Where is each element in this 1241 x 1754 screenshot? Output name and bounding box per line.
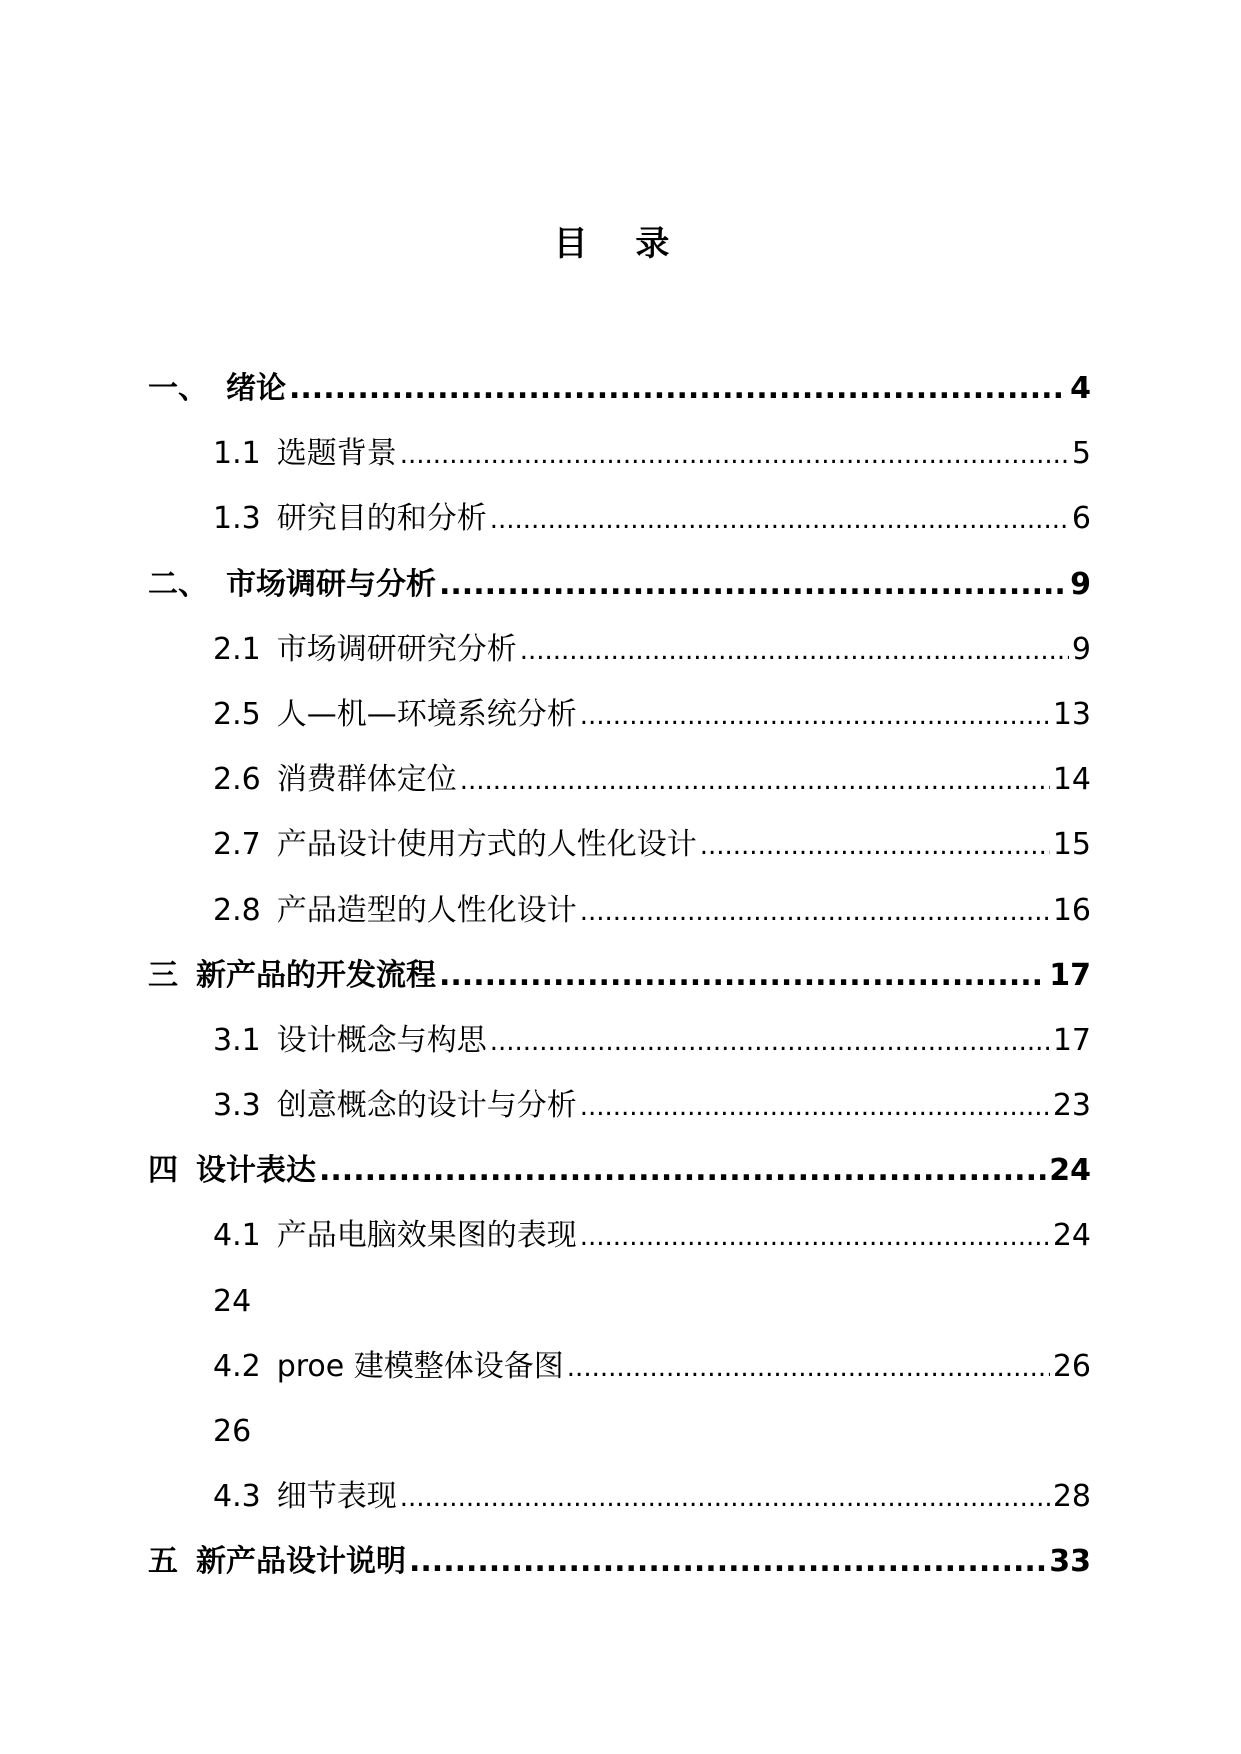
toc-entry-label xyxy=(213,747,457,812)
toc-section-entry[interactable] xyxy=(148,1464,1091,1529)
toc-section-entry[interactable] xyxy=(148,486,1091,551)
toc-entry-title: 设计表达 xyxy=(196,1153,316,1189)
toc-entry-title: 市场调研与分析 xyxy=(226,566,436,602)
toc-page-number: 9 xyxy=(1071,631,1091,667)
toc-leader-dots xyxy=(409,1529,1046,1594)
toc-entry-title: 产品电脑效果图的表现 xyxy=(276,1218,577,1254)
toc-section-entry[interactable] xyxy=(148,682,1091,747)
toc-page-number: 33 xyxy=(1049,1544,1091,1580)
toc-page-number: 28 xyxy=(1052,1479,1091,1515)
toc-entry-label xyxy=(213,1334,564,1399)
toc-entry-number: 一、 xyxy=(148,371,208,406)
toc-entry-number: 2.1 xyxy=(213,631,261,667)
toc-entry-title: 细节表现 xyxy=(276,1479,397,1515)
toc-entry-title: 产品造型的人性化设计 xyxy=(276,892,577,928)
toc-leader-dots xyxy=(490,1010,1050,1075)
toc-section-entry[interactable] xyxy=(148,421,1091,486)
toc-entry-label xyxy=(213,1464,397,1529)
toc-page-number: 5 xyxy=(1071,436,1091,472)
toc-leader-dots xyxy=(567,1336,1050,1401)
toc-entry-label xyxy=(213,486,487,551)
toc-entry-title: 人—机—环境系统分析 xyxy=(276,696,577,732)
toc-entry-number: 三 xyxy=(148,957,178,993)
toc-entry-label xyxy=(213,682,577,747)
toc-leader-dots xyxy=(289,356,1067,421)
toc-page-number: 6 xyxy=(1071,501,1091,537)
toc-page-number: 23 xyxy=(1052,1088,1091,1124)
toc-page-number: 9 xyxy=(1070,566,1091,602)
toc-entry-title: proe 建模整体设备图 xyxy=(276,1348,564,1384)
toc-entry-title: 产品设计使用方式的人性化设计 xyxy=(276,827,697,863)
toc-continuation-line xyxy=(148,1269,1091,1334)
toc-entry-number: 4.3 xyxy=(213,1479,261,1515)
toc-entry-label xyxy=(213,421,397,486)
page-title: 目 录 xyxy=(553,224,688,264)
toc-leader-dots xyxy=(490,488,1069,553)
toc-section-entry[interactable] xyxy=(148,812,1091,877)
toc-leader-dots xyxy=(580,1075,1050,1140)
toc-leader-dots xyxy=(439,552,1067,617)
toc-entry-label xyxy=(213,812,697,877)
toc-entry-number: 2.7 xyxy=(213,827,261,863)
toc-entry-number: 3.1 xyxy=(213,1022,261,1058)
toc-leader-dots xyxy=(580,1205,1050,1270)
toc-leader-dots xyxy=(460,749,1050,814)
toc-entry-title: 选题背景 xyxy=(276,436,397,472)
toc-section-entry[interactable] xyxy=(148,1008,1091,1073)
toc-continuation-text: 26 xyxy=(213,1414,252,1449)
toc-entry-number: 二、 xyxy=(148,566,208,602)
toc-chapter-entry[interactable] xyxy=(148,1529,1091,1594)
toc-page-number: 24 xyxy=(1052,1218,1091,1254)
toc-entry-label xyxy=(148,1529,406,1594)
toc-chapter-entry[interactable] xyxy=(148,1138,1091,1203)
toc-entry-number: 五 xyxy=(148,1544,178,1580)
toc-entry-number: 1.3 xyxy=(213,501,261,537)
toc-chapter-entry[interactable] xyxy=(148,943,1091,1008)
toc-continuation-text: 24 xyxy=(213,1283,252,1319)
toc-page-number: 15 xyxy=(1052,827,1091,863)
toc-entry-title: 绪论 xyxy=(226,371,286,406)
toc-entry-title: 新产品设计说明 xyxy=(196,1544,406,1580)
toc-leader-dots xyxy=(580,880,1050,945)
toc-entry-title: 设计概念与构思 xyxy=(276,1022,487,1058)
toc-entry-number: 1.1 xyxy=(213,436,261,472)
toc-section-entry[interactable] xyxy=(148,1073,1091,1138)
toc-entry-title: 创意概念的设计与分析 xyxy=(276,1088,577,1124)
toc-leader-dots xyxy=(400,423,1069,488)
toc-entry-label xyxy=(148,552,436,617)
toc-continuation-line xyxy=(148,1399,1091,1464)
toc-section-entry[interactable] xyxy=(148,878,1091,943)
toc-entry-label xyxy=(213,1203,577,1268)
toc-entry-number: 3.3 xyxy=(213,1088,261,1124)
toc-leader-dots xyxy=(580,684,1050,749)
toc-entry-label xyxy=(213,1073,577,1138)
toc-section-entry[interactable] xyxy=(148,747,1091,812)
toc-chapter-entry[interactable] xyxy=(148,356,1091,421)
toc-section-entry[interactable] xyxy=(148,617,1091,682)
toc-entry-title: 消费群体定位 xyxy=(276,762,457,798)
toc-entry-number: 2.6 xyxy=(213,762,261,798)
toc-leader-dots xyxy=(520,619,1069,684)
toc-page-number: 26 xyxy=(1052,1348,1091,1384)
toc-entry-label xyxy=(148,356,286,421)
toc-section-entry[interactable] xyxy=(148,1203,1091,1268)
toc-page-number: 13 xyxy=(1052,696,1091,732)
toc-entry-title: 市场调研研究分析 xyxy=(276,631,517,667)
toc-chapter-entry[interactable] xyxy=(148,552,1091,617)
table-of-contents xyxy=(148,356,1091,1595)
toc-entry-label xyxy=(148,943,436,1008)
toc-leader-dots xyxy=(319,1138,1046,1203)
toc-entry-number: 四 xyxy=(148,1153,178,1189)
toc-page-number: 4 xyxy=(1070,371,1091,406)
toc-page-number: 17 xyxy=(1052,1022,1091,1058)
toc-section-entry[interactable] xyxy=(148,1334,1091,1399)
toc-page-number: 17 xyxy=(1049,957,1091,993)
toc-leader-dots xyxy=(700,814,1050,879)
toc-entry-label xyxy=(213,617,517,682)
toc-entry-number: 2.5 xyxy=(213,696,261,732)
toc-entry-number: 4.1 xyxy=(213,1218,261,1254)
toc-entry-label xyxy=(213,878,577,943)
toc-entry-label xyxy=(148,1138,316,1203)
toc-entry-number: 2.8 xyxy=(213,892,261,928)
toc-leader-dots xyxy=(439,943,1046,1008)
toc-page-number: 16 xyxy=(1052,892,1091,928)
toc-entry-title: 新产品的开发流程 xyxy=(196,957,436,993)
toc-page-number: 24 xyxy=(1049,1153,1091,1189)
toc-entry-title: 研究目的和分析 xyxy=(276,501,487,537)
toc-page-number: 14 xyxy=(1052,762,1091,798)
toc-entry-number: 4.2 xyxy=(213,1348,261,1384)
toc-entry-label xyxy=(213,1008,487,1073)
toc-leader-dots xyxy=(400,1466,1050,1531)
